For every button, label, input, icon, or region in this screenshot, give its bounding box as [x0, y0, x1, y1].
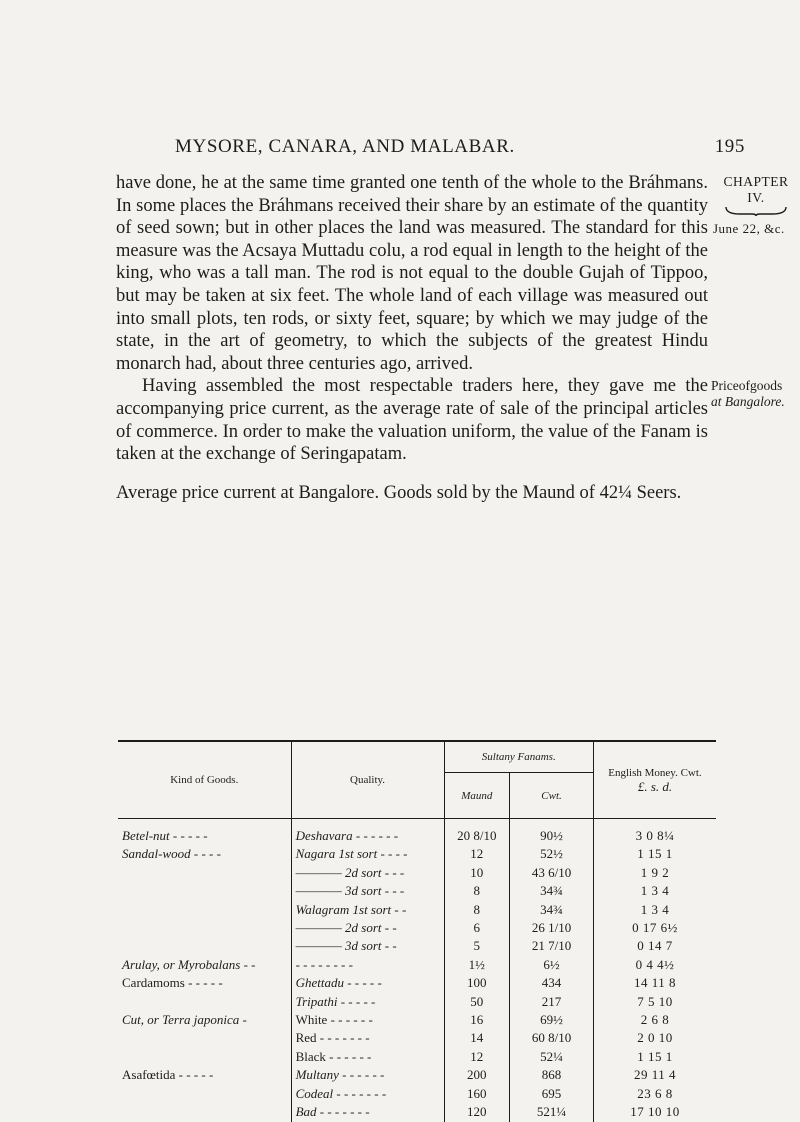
cell-maund: 6 [444, 919, 510, 937]
date-note: June 22, &c. [713, 221, 785, 236]
cell-quality: - - - - - - - - [291, 956, 444, 974]
cell-kind [118, 919, 291, 937]
table-row [118, 1048, 716, 1066]
cell-quality: Multany - - - - - - [291, 1066, 444, 1084]
cell-maund: 50 [444, 993, 510, 1011]
cell-quality: Ghettadu - - - - - [291, 974, 444, 992]
cell-cwt: 52¼ [510, 1048, 594, 1066]
cell-quality: Red - - - - - - - [291, 1029, 444, 1047]
cell-kind: Arulay, or Myrobalans - - [118, 956, 291, 974]
table-row [118, 956, 716, 974]
cell-kind [118, 901, 291, 919]
cell-kind: Asafœtida - - - - - [118, 1066, 291, 1084]
cell-kind [118, 1103, 291, 1121]
paragraph-1: have done, he at the same time granted one tenth of the whole to the Bráhmans. In some places the Bráhmans received their share by an estimate of the quantity of seed sown; but in other places the land was measured. The standard for this measure was the Acsaya Muttadu colu, a rod equal in length to the height of the king, who was a tall man. The rod is not equal to the double Gujah of Tippoo, but may be taken at six feet. The whole land of each village was measured out into small plots, ten rods, or sixty feet, square; by which we may judge of the state, in the art of geometry, to which the subjects of the greatest Hindu monarch had, about three centuries ago, arrived. [116, 173, 708, 374]
cell-money: 1 3 4 [640, 883, 670, 899]
cell-kind: Cardamoms - - - - - [118, 974, 291, 992]
cell-cwt: 6½ [510, 956, 594, 974]
table-row [118, 1066, 716, 1084]
header-sultany: Sultany Fanams. [444, 742, 593, 773]
cell-kind [118, 882, 291, 900]
table-row [118, 901, 716, 919]
cell-maund: 120 [444, 1103, 510, 1121]
cell-kind [118, 993, 291, 1011]
cell-money: 2 0 10 [637, 1030, 673, 1046]
cell-money: 14 11 8 [633, 975, 676, 991]
cell-cwt: 695 [510, 1085, 594, 1103]
cell-quality: ———— 3d sort - - - [291, 882, 444, 900]
cell-money: 7 5 10 [637, 993, 673, 1009]
table-row [118, 1029, 716, 1047]
cell-money: 3 0 8¼ [635, 828, 675, 843]
cell-quality: ———— 3d sort - - [291, 937, 444, 955]
cell-money: 0 4 4½ [635, 956, 675, 972]
cell-quality: Deshavara - - - - - - [291, 819, 444, 846]
cell-kind [118, 1048, 291, 1066]
cell-cwt: 217 [510, 993, 594, 1011]
cell-money: 17 10 10 [630, 1104, 680, 1120]
chapter-number: IV. [747, 190, 765, 205]
cell-kind [118, 1029, 291, 1047]
header-money-units: £. s. d. [637, 779, 673, 794]
table-row [118, 937, 716, 955]
header-kind: Kind of Goods. [118, 742, 291, 819]
cell-cwt: 34¾ [510, 901, 594, 919]
cell-cwt: 21 7/10 [510, 937, 594, 955]
cell-maund: 100 [444, 974, 510, 992]
side-note-line-1: Priceofgoods [711, 378, 783, 393]
cell-maund: 8 [444, 901, 510, 919]
header-money [593, 742, 716, 819]
cell-quality: ———— 2d sort - - - [291, 864, 444, 882]
cell-maund: 16 [444, 1011, 510, 1029]
cell-quality: Nagara 1st sort - - - - [291, 845, 444, 863]
cell-maund: 12 [444, 1048, 510, 1066]
body-text [116, 172, 708, 504]
cell-maund: 12 [444, 845, 510, 863]
cell-money: 29 11 4 [633, 1067, 676, 1083]
table-row [118, 819, 716, 846]
cell-cwt: 43 6/10 [510, 864, 594, 882]
cell-kind: Cut, or Terra japonica - [118, 1011, 291, 1029]
cell-kind: Sandal-wood - - - - [118, 845, 291, 863]
cell-cwt: 90½ [510, 819, 594, 846]
cell-cwt: 52½ [510, 845, 594, 863]
cell-cwt: 868 [510, 1066, 594, 1084]
cell-kind [118, 1085, 291, 1103]
cell-cwt: 434 [510, 974, 594, 992]
cell-money: 1 9 2 [640, 864, 670, 880]
cell-quality: Black - - - - - - [291, 1048, 444, 1066]
chapter-label: CHAPTER [723, 174, 789, 189]
table-row [118, 1085, 716, 1103]
table-row [118, 882, 716, 900]
header-quality: Quality. [291, 742, 444, 819]
cell-maund: 10 [444, 864, 510, 882]
cell-money: 23 6 8 [637, 1085, 673, 1101]
cell-cwt: 60 8/10 [510, 1029, 594, 1047]
cell-quality: Walagram 1st sort - - [291, 901, 444, 919]
cell-maund: 1½ [444, 956, 510, 974]
table-row [118, 1011, 716, 1029]
cell-quality: Bad - - - - - - - [291, 1103, 444, 1121]
cell-quality: Tripathi - - - - - [291, 993, 444, 1011]
cell-quality: White - - - - - - [291, 1011, 444, 1029]
table-body [118, 819, 716, 1122]
header-cwt: Cwt. [510, 773, 594, 819]
side-note-line-2: at Bangalore. [711, 394, 785, 409]
cell-maund: 8 [444, 882, 510, 900]
running-title: MYSORE, CANARA, AND MALABAR. [175, 136, 515, 157]
cell-kind: Betel-nut - - - - - [118, 819, 291, 846]
header-money-label: English Money. Cwt. [608, 767, 702, 779]
cell-maund: 200 [444, 1066, 510, 1084]
header-maund: Maund [444, 773, 510, 819]
cell-kind [118, 864, 291, 882]
cell-maund: 160 [444, 1085, 510, 1103]
table-row [118, 919, 716, 937]
table-row [118, 993, 716, 1011]
price-table [118, 740, 716, 1122]
cell-money: 1 15 1 [637, 846, 673, 862]
table-caption: Average price current at Bangalore. Goods sold by the Maund of 42¼ Seers. [116, 482, 682, 503]
cell-maund: 14 [444, 1029, 510, 1047]
table-row [118, 974, 716, 992]
cell-cwt: 26 1/10 [510, 919, 594, 937]
table-row [118, 845, 716, 863]
cell-cwt: 69½ [510, 1011, 594, 1029]
cell-cwt: 521¼ [510, 1103, 594, 1121]
cell-money: 2 6 8 [640, 1012, 670, 1028]
cell-kind [118, 937, 291, 955]
price-margin-note [711, 378, 800, 410]
cell-quality: ———— 2d sort - - [291, 919, 444, 937]
cell-money: 0 14 7 [637, 938, 673, 954]
chapter-margin-note [711, 174, 800, 237]
paragraph-2: Having assembled the most respectable traders here, they gave me the accompanying price current, as the average rate of sale of the principal articles of commerce. In order to make the valuation uniform, the value of the Fanam is taken at the exchange of Seringapatam. [116, 376, 708, 465]
table-row [118, 864, 716, 882]
cell-cwt: 34¾ [510, 882, 594, 900]
table-row [118, 1103, 716, 1121]
cell-money: 0 17 6½ [632, 920, 678, 936]
cell-maund: 5 [444, 937, 510, 955]
brace-icon [711, 206, 800, 219]
page-number: 195 [714, 136, 745, 157]
cell-money: 1 3 4 [640, 901, 670, 917]
cell-money: 1 15 1 [637, 1048, 673, 1064]
cell-quality: Codeal - - - - - - - [291, 1085, 444, 1103]
cell-maund: 20 8/10 [444, 819, 510, 846]
